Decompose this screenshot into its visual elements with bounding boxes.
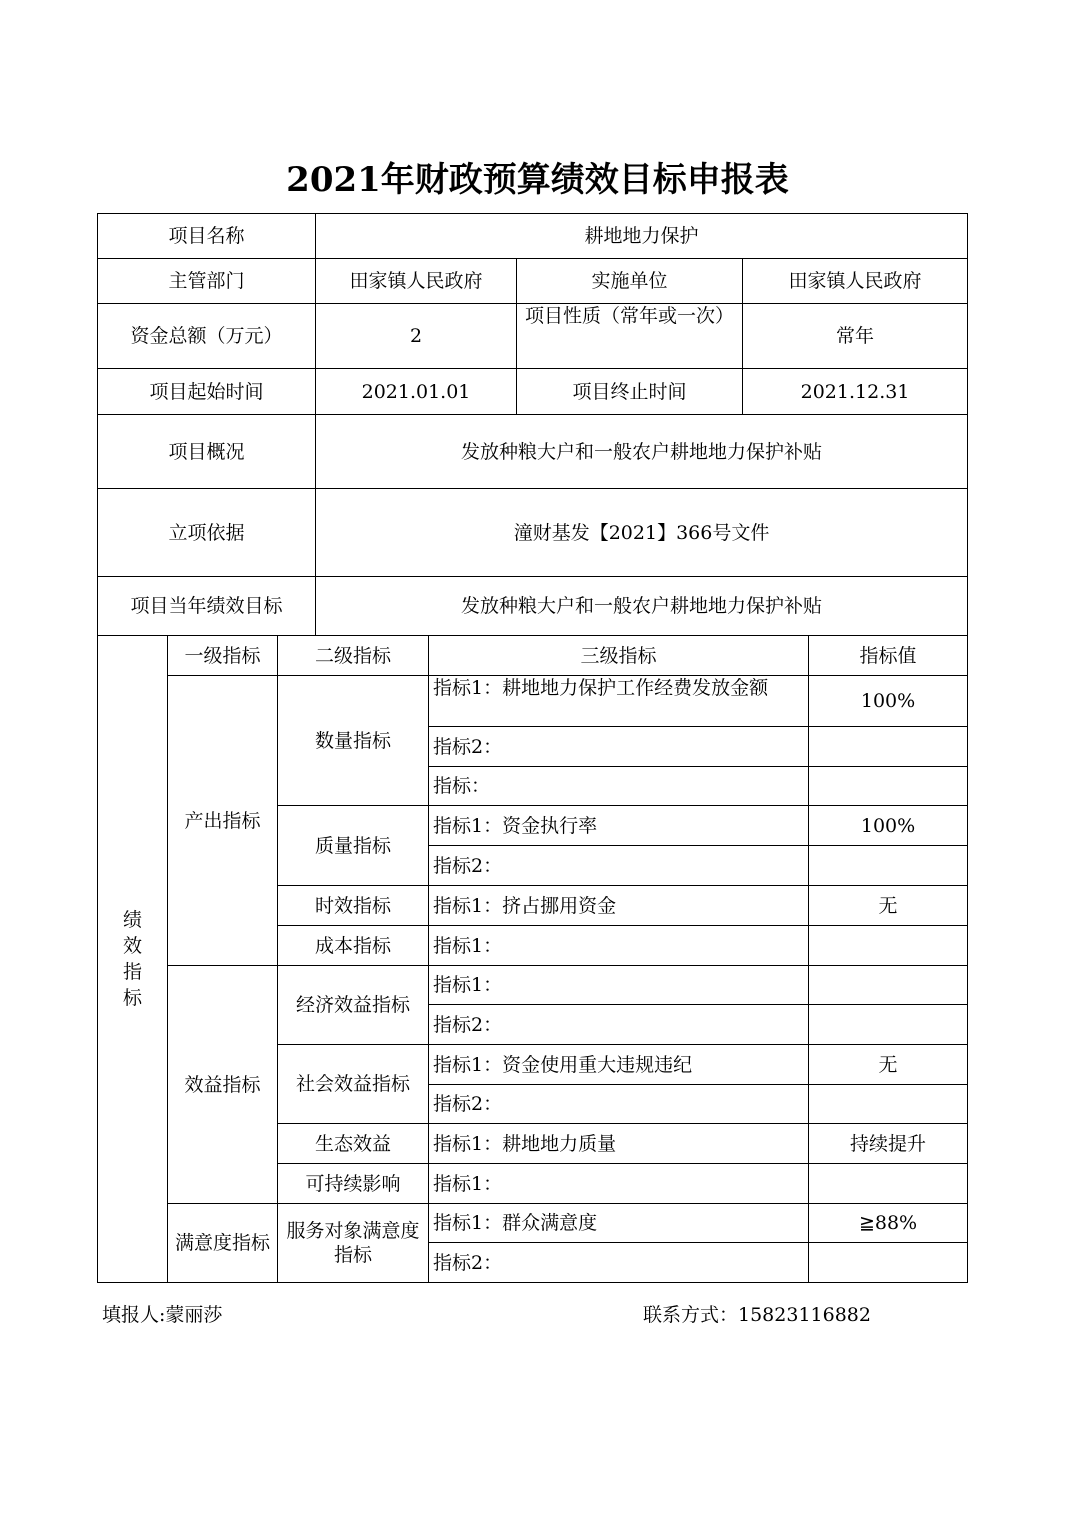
section-label: 绩效指标 [122, 909, 142, 1009]
indicator-value: 100% [809, 806, 968, 846]
fund-value: 2 [316, 304, 517, 369]
header-level1: 一级指标 [168, 636, 278, 676]
indicator-name: 指标1：耕地地力质量 [429, 1124, 809, 1164]
header-level3: 三级指标 [429, 636, 809, 676]
overview-value: 发放种粮大户和一般农户耕地地力保护补贴 [316, 415, 968, 489]
level2-social: 社会效益指标 [278, 1045, 429, 1124]
indicator-name: 指标2： [429, 1085, 809, 1124]
start-label: 项目起始时间 [98, 369, 316, 415]
end-label: 项目终止时间 [517, 369, 743, 415]
level1-satisfaction: 满意度指标 [168, 1204, 278, 1283]
level2-quantity: 数量指标 [278, 676, 429, 806]
indicator-name: 指标1：耕地地力保护工作经费发放金额 [429, 676, 809, 727]
indicator-name: 指标1：资金执行率 [429, 806, 809, 846]
indicator-value [809, 1164, 968, 1204]
nature-value: 常年 [743, 304, 968, 369]
indicator-value [809, 966, 968, 1005]
level2-sustainable: 可持续影响 [278, 1164, 429, 1204]
end-value: 2021.12.31 [743, 369, 968, 415]
indicator-value [809, 926, 968, 966]
goal-value: 发放种粮大户和一般农户耕地地力保护补贴 [316, 577, 968, 636]
goal-label: 项目当年绩效目标 [98, 577, 316, 636]
row-project-name [98, 214, 968, 259]
table-row [98, 1204, 968, 1243]
indicator-value: ≧88% [809, 1204, 968, 1243]
basis-value: 潼财基发【2021】366号文件 [316, 489, 968, 577]
indicator-value: 无 [809, 886, 968, 926]
indicator-value [809, 727, 968, 767]
filler-name: 填报人:蒙丽莎 [102, 1304, 223, 1326]
contact-info: 联系方式：15823116882 [643, 1304, 871, 1326]
basis-label: 立项依据 [98, 489, 316, 577]
level2-timeliness: 时效指标 [278, 886, 429, 926]
indicator-header-row [98, 636, 968, 676]
row-overview [98, 415, 968, 489]
indicator-name: 指标1：资金使用重大违规违纪 [429, 1045, 809, 1085]
row-dates [98, 369, 968, 415]
indicator-name: 指标： [429, 767, 809, 806]
indicator-value [809, 767, 968, 806]
indicator-name: 指标1：挤占挪用资金 [429, 886, 809, 926]
indicator-value: 无 [809, 1045, 968, 1085]
header-level2: 二级指标 [278, 636, 429, 676]
indicator-name: 指标2： [429, 1005, 809, 1045]
impl-label: 实施单位 [517, 259, 743, 304]
page-title: 2021年财政预算绩效目标申报表 [286, 160, 789, 200]
overview-label: 项目概况 [98, 415, 316, 489]
fund-label: 资金总额（万元） [98, 304, 316, 369]
indicator-name: 指标1： [429, 926, 809, 966]
dept-value: 田家镇人民政府 [316, 259, 517, 304]
impl-value: 田家镇人民政府 [743, 259, 968, 304]
indicator-value [809, 1243, 968, 1283]
project-name-value: 耕地地力保护 [316, 214, 968, 259]
row-department [98, 259, 968, 304]
project-name-label: 项目名称 [98, 214, 316, 259]
indicator-name: 指标2： [429, 1243, 809, 1283]
indicator-name: 指标2： [429, 846, 809, 886]
level2-ecological: 生态效益 [278, 1124, 429, 1164]
indicator-name: 指标2： [429, 727, 809, 767]
level2-quality: 质量指标 [278, 806, 429, 886]
indicator-value [809, 1085, 968, 1124]
level1-output: 产出指标 [168, 676, 278, 966]
budget-form-table [97, 213, 968, 1283]
start-value: 2021.01.01 [316, 369, 517, 415]
header-value: 指标值 [809, 636, 968, 676]
table-row [98, 966, 968, 1005]
level2-economic: 经济效益指标 [278, 966, 429, 1045]
indicator-name: 指标1： [429, 1164, 809, 1204]
table-row [98, 676, 968, 727]
row-basis [98, 489, 968, 577]
dept-label: 主管部门 [98, 259, 316, 304]
indicator-value: 持续提升 [809, 1124, 968, 1164]
indicator-name: 指标1：群众满意度 [429, 1204, 809, 1243]
level1-benefit: 效益指标 [168, 966, 278, 1204]
performance-indicator-label [98, 636, 168, 1283]
row-goal [98, 577, 968, 636]
indicator-name: 指标1： [429, 966, 809, 1005]
nature-label: 项目性质（常年或一次） [517, 304, 743, 369]
level2-service-satisfaction: 服务对象满意度指标 [278, 1204, 429, 1283]
indicator-value: 100% [809, 676, 968, 727]
indicator-value [809, 1005, 968, 1045]
indicator-value [809, 846, 968, 886]
level2-cost: 成本指标 [278, 926, 429, 966]
row-fund [98, 304, 968, 369]
